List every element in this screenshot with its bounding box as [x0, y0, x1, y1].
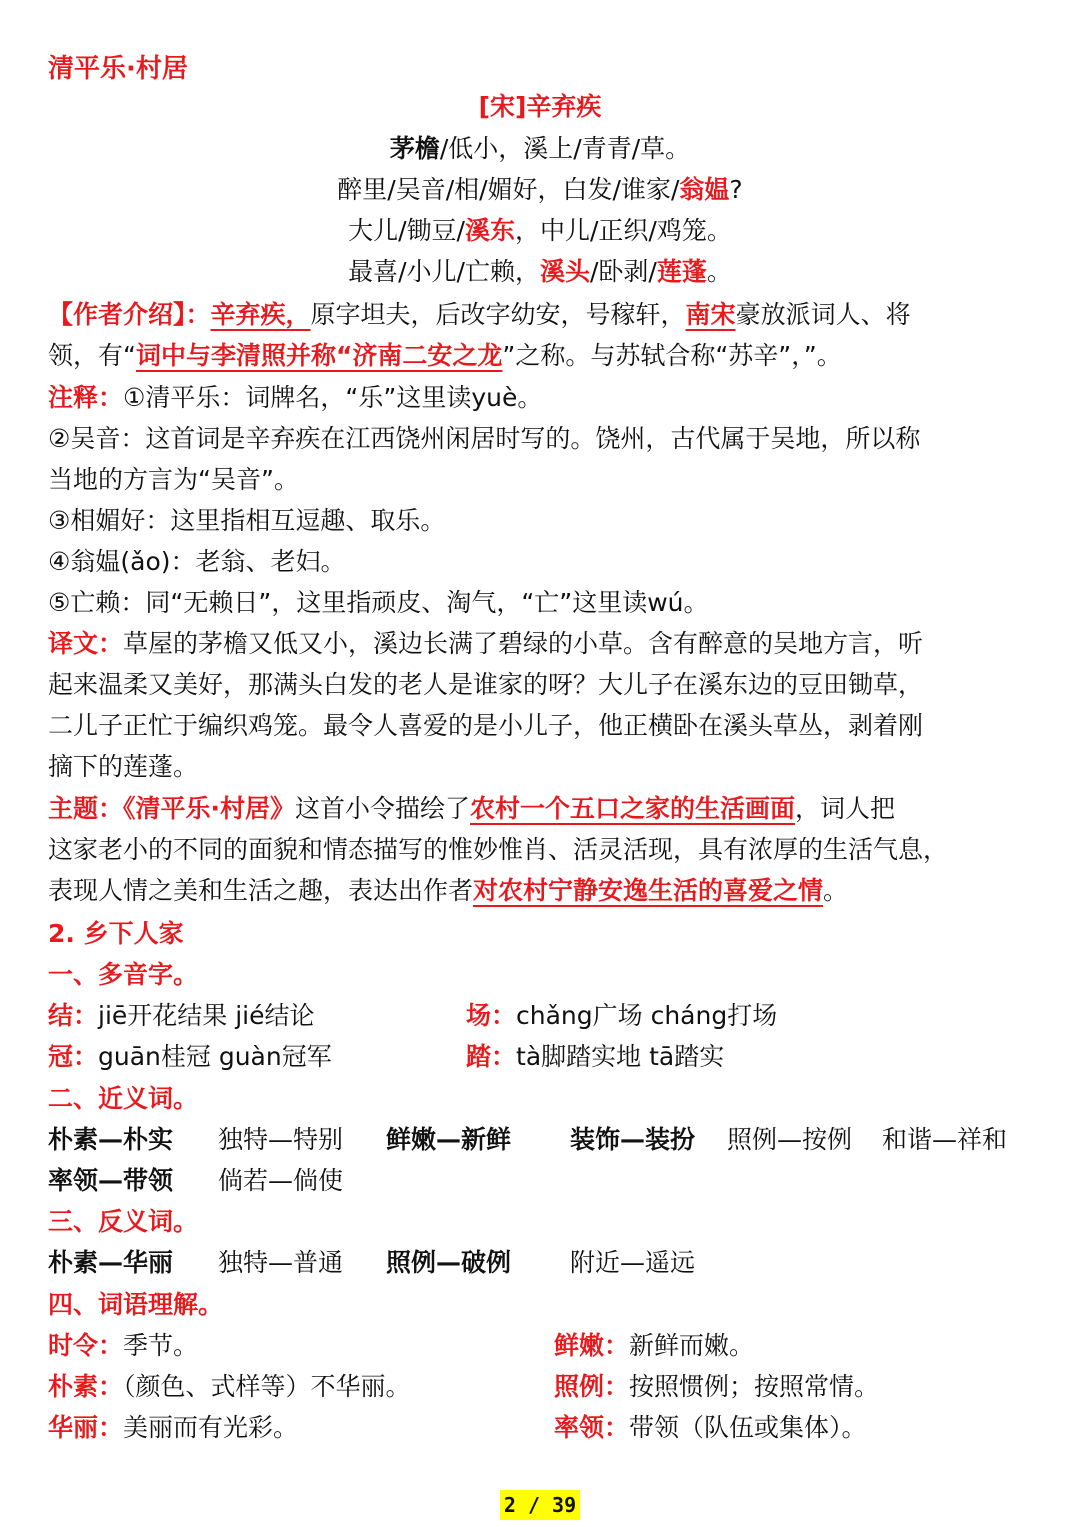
vocab-def: 季节。	[123, 1331, 199, 1360]
author-name: 辛弃疾，	[210, 300, 311, 329]
poem-text: /卧剥/	[589, 257, 657, 286]
antonym-pair: 附近—遥远	[570, 1248, 696, 1277]
vocab-item	[554, 1325, 754, 1366]
author-intro-label: 【作者介绍】：	[48, 300, 211, 329]
poem-text: ?	[729, 175, 743, 204]
synonym-pair: 率领—带领	[48, 1166, 174, 1195]
synonym-pair: 朴素—朴实	[48, 1125, 174, 1154]
section-polyphones: 一、多音字。	[48, 960, 199, 989]
polyphone-item	[466, 1036, 724, 1077]
synonym-pair: 鲜嫩—新鲜	[386, 1125, 512, 1154]
vocab-def: （颜色、式样等）不华丽。	[123, 1372, 411, 1401]
vocab-item	[554, 1407, 867, 1448]
author-text: 豪放派词人、将	[735, 300, 911, 329]
theme-text: 这首小令描绘了	[295, 794, 471, 823]
notes-line-3: 当地的方言为“吴音”。	[48, 465, 299, 494]
poem-text: /低小，溪上/青青/草。	[439, 134, 691, 163]
synonym-pair: 照例—按例	[727, 1125, 853, 1154]
polyphone-item	[466, 995, 777, 1036]
theme-highlight: 农村一个五口之家的生活画面	[470, 794, 796, 823]
poem-line-4	[0, 251, 1080, 292]
vocab-term: 照例：	[554, 1372, 630, 1401]
vocab-term: 华丽：	[48, 1413, 124, 1442]
notes-line-5: ④翁媪(ǎo)：老翁、老妇。	[48, 547, 346, 576]
poem-text: 大儿/锄豆/	[348, 216, 465, 245]
vocab-term: 朴素：	[48, 1372, 124, 1401]
poem-keyword: 溪头	[539, 257, 590, 286]
polyphone-item	[48, 995, 315, 1036]
theme-label: 主题：《清平乐·村居》	[48, 794, 295, 823]
vocab-def: 新鲜而嫩。	[629, 1331, 755, 1360]
translation-line-2: 起来温柔又美好，那满头白发的老人是谁家的呀？大儿子在溪东边的豆田锄草，	[48, 670, 924, 699]
translation-line-1	[48, 623, 1038, 664]
poem-line-1	[0, 128, 1080, 169]
notes-line-2: ②吴音：这首词是辛弃疾在江西饶州闲居时写的。饶州，古代属于吴地，所以称	[48, 424, 921, 453]
vocab-term: 鲜嫩：	[554, 1331, 630, 1360]
theme-text: 表现人情之美和生活之趣，表达出作者	[48, 876, 474, 905]
polyphone-def: chǎng广场 cháng打场	[516, 1001, 778, 1030]
poem-keyword: 莲蓬	[656, 257, 707, 286]
synonym-pair: 倘若—倘使	[218, 1166, 344, 1195]
poem-keyword: 溪东	[464, 216, 515, 245]
author-dynasty: 南宋	[685, 300, 736, 329]
translation-line-4: 摘下的莲蓬。	[48, 752, 199, 781]
vocab-term: 时令：	[48, 1331, 124, 1360]
polyphone-def: guān桂冠 guàn冠军	[98, 1042, 332, 1071]
vocab-def: 带领（队伍或集体）。	[629, 1413, 867, 1442]
synonym-pair: 和谐—祥和	[882, 1125, 1008, 1154]
poem-text: ，中儿/正织/鸡笼。	[515, 216, 732, 245]
theme-text: ，词人把	[795, 794, 896, 823]
vocab-term: 率领：	[554, 1413, 630, 1442]
antonym-pair: 照例—破例	[386, 1248, 512, 1277]
antonym-pair: 朴素—华丽	[48, 1248, 174, 1277]
polyphone-char: 踏：	[466, 1042, 517, 1071]
section-vocabulary: 四、词语理解。	[48, 1290, 224, 1319]
vocab-item	[554, 1366, 879, 1407]
poem-line-3	[0, 210, 1080, 251]
notes-line-4: ③相媚好：这里指相互逗趣、取乐。	[48, 506, 446, 535]
poem-title: 清平乐·村居	[48, 54, 188, 84]
translation-label: 译文：	[48, 629, 124, 658]
page-indicator: 2 / 39	[500, 1490, 580, 1520]
poem-author: [宋]辛弃疾	[478, 92, 602, 121]
antonym-pair: 独特—普通	[218, 1248, 344, 1277]
polyphone-char: 结：	[48, 1001, 99, 1030]
polyphone-def: tà脚踏实地 tā踏实	[516, 1042, 725, 1071]
notes-label: 注释：	[48, 383, 124, 412]
lesson-title: 2. 乡下人家	[48, 919, 184, 948]
translation-line-3: 二儿子正忙于编织鸡笼。最令人喜爱的是小儿子，他正横卧在溪头草丛，剥着刚	[48, 711, 924, 740]
poem-word: 茅檐	[389, 134, 440, 163]
author-text: ”之称。与苏轼合称“苏辛”，”。	[502, 341, 842, 370]
author-text: 原字坦夫，后改字幼安，号稼轩，	[310, 300, 686, 329]
synonym-pair: 独特—特别	[218, 1125, 344, 1154]
theme-line-1	[48, 788, 1038, 829]
translation-text: 草屋的茅檐又低又小，溪边长满了碧绿的小草。含有醉意的吴地方言，听	[123, 629, 924, 658]
vocab-def: 按照惯例；按照常情。	[629, 1372, 880, 1401]
author-intro-line-1	[48, 294, 1038, 335]
author-highlight: 词中与李清照并称“济南二安之龙	[135, 341, 503, 370]
polyphone-char: 场：	[466, 1001, 517, 1030]
polyphone-def: jiē开花结果 jié结论	[98, 1001, 315, 1030]
author-intro-line-2	[48, 335, 1038, 376]
section-antonyms: 三、反义词。	[48, 1207, 199, 1236]
poem-keyword: 翁媪	[679, 175, 730, 204]
vocab-item	[48, 1325, 198, 1366]
note-text: ①清平乐：词牌名，“乐”这里读yuè。	[123, 383, 543, 412]
theme-line-2: 这家老小的不同的面貌和情态描写的惟妙惟肖、活灵活现，具有浓厚的生活气息，	[48, 835, 949, 864]
section-synonyms: 二、近义词。	[48, 1084, 199, 1113]
synonym-pair: 装饰—装扮	[570, 1125, 696, 1154]
notes-line-6: ⑤亡赖：同“无赖日”，这里指顽皮、淘气，“亡”这里读wú。	[48, 588, 709, 617]
poem-text: 。	[706, 257, 732, 286]
vocab-item	[48, 1407, 298, 1448]
author-text: 领，有“	[48, 341, 136, 370]
polyphone-item	[48, 1036, 332, 1077]
poem-text: 最喜/小儿/亡赖，	[348, 257, 540, 286]
theme-line-3	[48, 870, 1038, 911]
theme-highlight: 对农村宁静安逸生活的喜爱之情	[473, 876, 824, 905]
notes-line-1	[48, 377, 1038, 418]
theme-text: 。	[823, 876, 849, 905]
vocab-def: 美丽而有光彩。	[123, 1413, 299, 1442]
vocab-item	[48, 1366, 411, 1407]
poem-text: 醉里/吴音/相/媚好，白发/谁家/	[337, 175, 680, 204]
polyphone-char: 冠：	[48, 1042, 99, 1071]
poem-line-2	[0, 169, 1080, 210]
